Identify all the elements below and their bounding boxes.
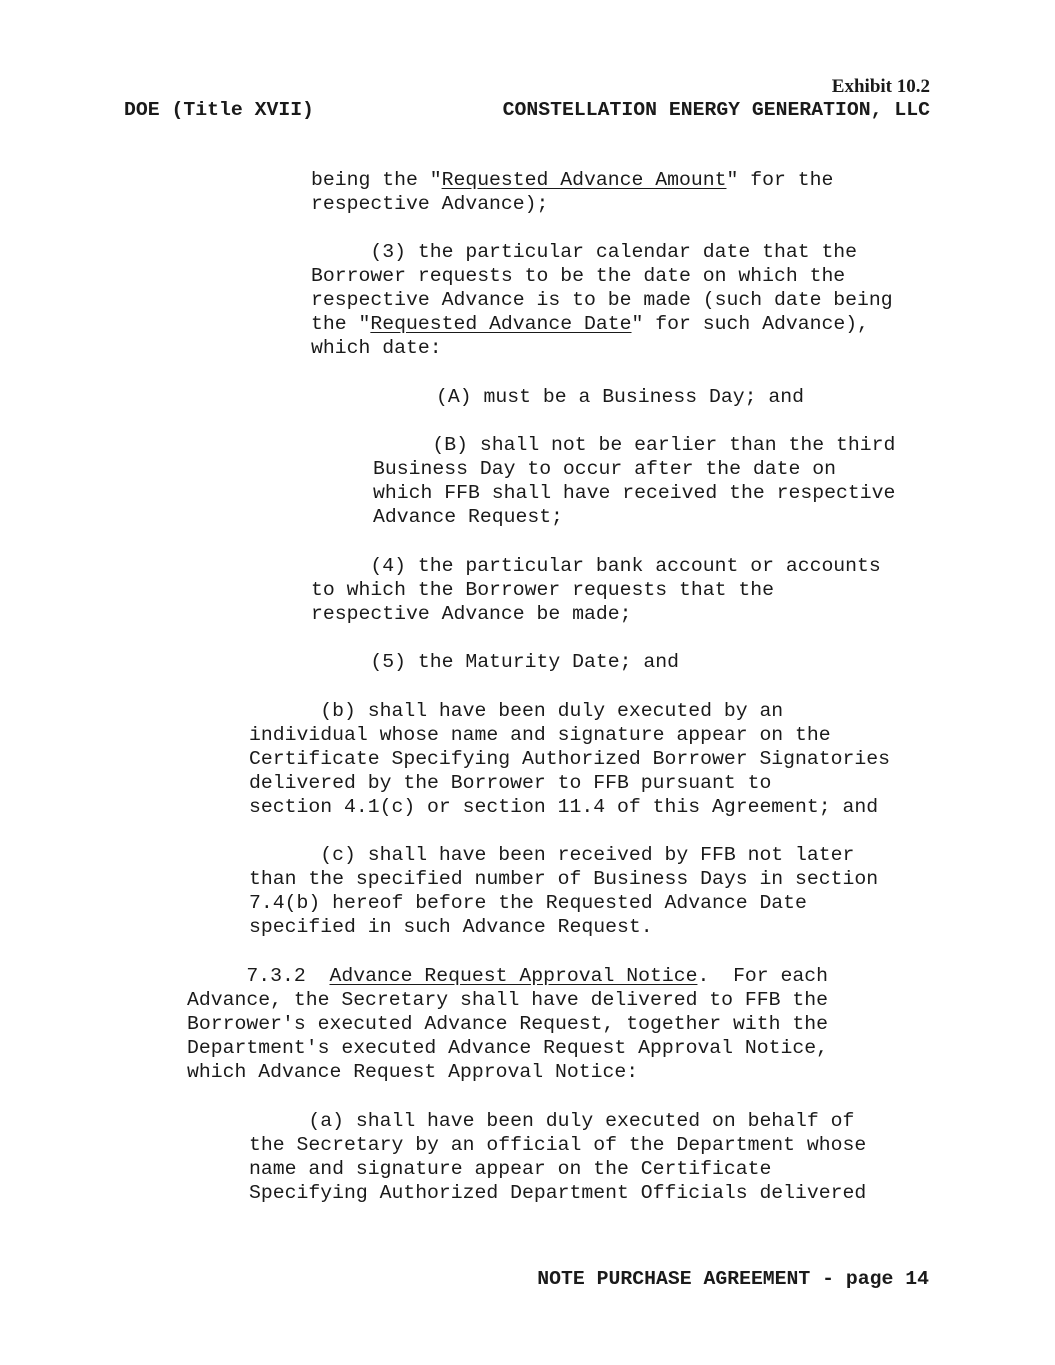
text-line: respective Advance be made; [311, 603, 632, 626]
text-line: Borrower requests to be the date on which the [311, 265, 846, 288]
text-segment: " for the [726, 169, 834, 191]
text-line: (b) shall have been duly executed by an [249, 700, 784, 722]
text-line: Advance, the Secretary shall have delivered to FFB the [187, 989, 829, 1012]
text-line: Certificate Specifying Authorized Borrower Signatories [249, 748, 891, 771]
defined-term-requested-advance-date: Requested Advance Date [370, 313, 632, 336]
text-line: to which the Borrower requests that the [311, 579, 774, 602]
section-number: 7.3.2 [187, 965, 330, 987]
text-line: Department's executed Advance Request Approval Notice, [187, 1037, 829, 1060]
section-7-3-2 [187, 964, 828, 1084]
text-segment: . For each [697, 965, 829, 987]
text-line: name and signature appear on the Certificate [249, 1158, 772, 1181]
exhibit-label: Exhibit 10.2 [831, 76, 930, 97]
text-segment: being the " [311, 169, 442, 191]
text-line: Specifying Authorized Department Officials delivered [249, 1182, 867, 1205]
text-line: (a) shall have been duly executed on behalf of [249, 1110, 855, 1132]
text-line: which date: [311, 337, 442, 360]
text-line: (A) must be a Business Day; and [436, 386, 804, 408]
text-line: individual whose name and signature appear on the [249, 724, 831, 747]
text-line: which Advance Request Approval Notice: [187, 1061, 639, 1084]
defined-term-requested-advance-amount: Requested Advance Amount [441, 169, 727, 191]
text-line: than the specified number of Business Days in section [249, 868, 879, 891]
paragraph-item-3 [311, 240, 893, 360]
section-heading-advance-request-approval-notice: Advance Request Approval Notice [329, 965, 698, 987]
text-line: (B) shall not be earlier than the third [373, 434, 896, 456]
text-line: 7.4(b) hereof before the Requested Advance Date [249, 892, 807, 915]
paragraph-item-a-secretary [249, 1109, 866, 1205]
page-footer: NOTE PURCHASE AGREEMENT - page 14 [537, 1268, 929, 1290]
paragraph-item-c-received [249, 843, 878, 939]
header-left-title: DOE (Title XVII) [124, 99, 314, 121]
text-line: Borrower's executed Advance Request, together with the [187, 1013, 829, 1036]
header-right-title: CONSTELLATION ENERGY GENERATION, LLC [502, 99, 930, 121]
paragraph-item-b-third-day [373, 433, 895, 529]
text-line: respective Advance); [311, 193, 549, 216]
text-line: which FFB shall have received the respective [373, 482, 896, 505]
paragraph-item-5 [311, 650, 679, 674]
text-line [311, 312, 893, 336]
paragraph-requested-amount [311, 168, 833, 216]
text-line: Business Day to occur after the date on [373, 458, 836, 481]
text-line: (4) the particular bank account or accounts [311, 555, 881, 577]
text-line: respective Advance is to be made (such date being [311, 289, 893, 312]
text-line: (c) shall have been received by FFB not later [249, 844, 855, 866]
text-line: specified in such Advance Request. [249, 916, 653, 939]
text-segment: the " [311, 313, 371, 336]
text-line: Advance Request; [373, 506, 563, 529]
text-line: (3) the particular calendar date that the [311, 241, 858, 263]
text-line: (5) the Maturity Date; and [311, 651, 679, 673]
text-line [187, 964, 828, 988]
paragraph-item-a-business-day [436, 385, 804, 409]
paragraph-item-b-executed [249, 699, 890, 819]
text-line [311, 168, 833, 192]
text-line: section 4.1(c) or section 11.4 of this Agreement; and [249, 796, 879, 819]
text-segment: " for such Advance), [631, 313, 869, 336]
paragraph-item-4 [311, 554, 881, 626]
text-line: delivered by the Borrower to FFB pursuant to [249, 772, 772, 795]
text-line: the Secretary by an official of the Department whose [249, 1134, 867, 1157]
